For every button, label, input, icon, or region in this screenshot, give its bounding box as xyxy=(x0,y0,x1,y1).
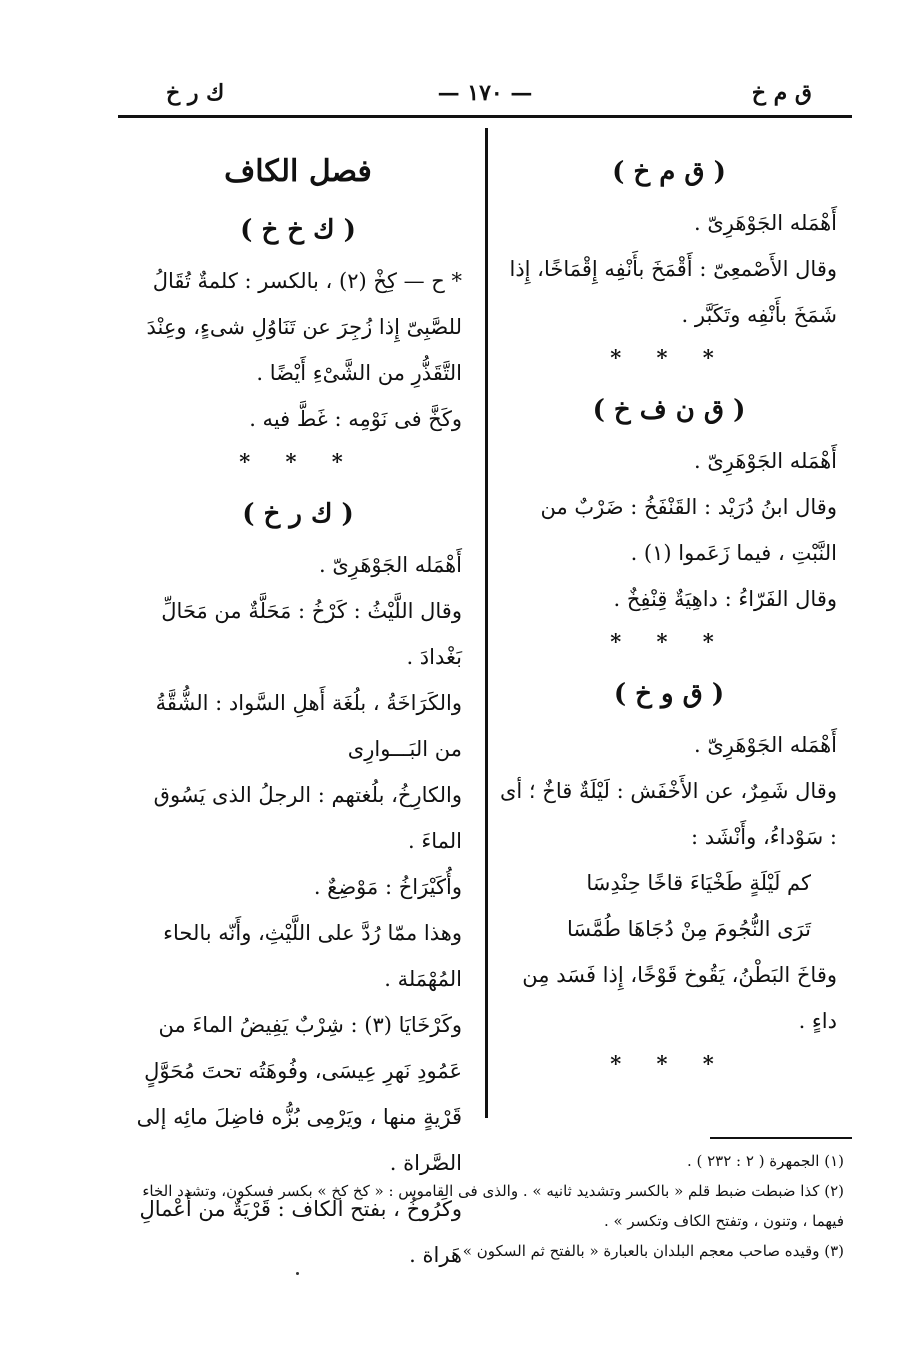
entry-title-kkhkh: ( ك خ خ ) xyxy=(240,215,356,245)
entry-text: وقال ابنُ دُرَيْد : القَنْفَخُ : ضَرْبٌ من النَّبْتِ ، فيما زَعَموا (١) . xyxy=(540,495,837,565)
footnote-rule xyxy=(710,1137,852,1139)
entry-text: أَهْمَله الجَوْهَرِىّ . xyxy=(693,449,837,473)
section-stars: * * * xyxy=(610,629,728,654)
entry-text: والكارِخُ، بلُغتهم : الرجلُ الذى يَسُوق الماءَ . xyxy=(153,783,462,853)
entry-text: وكَرُوخُ ، بفتح الكاف : قَرْيَةٌ من أَعْمالِ هَراة . xyxy=(139,1197,462,1267)
column-divider xyxy=(485,128,488,1118)
entry-text: وقاخَ البَطْنُ، يَقُوخ قَوْخًا، إِذا فَسَد مِن داءٍ . xyxy=(522,963,837,1033)
entry-title-qmkh: ( ق م خ ) xyxy=(612,157,726,187)
entry-title-qnfkh: ( ق ن ف خ ) xyxy=(592,395,746,425)
left-column xyxy=(130,140,466,1278)
verse-line: تَرَى النُّجُومَ مِنْ دُجَاهَا طُمَّسَا xyxy=(567,917,811,941)
header-root-right: ق م خ xyxy=(751,80,812,106)
right-column xyxy=(497,140,841,1084)
entry-title-qwkh: ( ق و خ ) xyxy=(613,679,725,709)
chapter-title: فصل الكاف xyxy=(224,154,372,189)
entry-text: وهذا ممّا رُدَّ على اللَّيْثِ، وأَنّه بالحاء المُهْمَلة . xyxy=(163,921,462,991)
entry-text: وكَخَّ فى نَوْمِه : غَطَّ فيه . xyxy=(249,407,462,431)
entry-text: وقال اللَّيْثُ : كَرْخُ : مَحَلَّةٌ من مَحَالِّ بَغْدادَ . xyxy=(161,599,462,669)
entry-text: وقال الفَرّاءُ : داهِيَةٌ قِنْفِخٌ . xyxy=(613,587,837,611)
entry-text: أَهْمَله الجَوْهَرِىّ . xyxy=(693,733,837,757)
section-stars: * * * xyxy=(610,345,728,370)
entry-text: وقال الأَصْمعِىّ : أَقْمَخَ بأَنْفِه إِقْمَاخًا، إِذا شَمَخَ بأَنْفِه وتَكَبَّر . xyxy=(509,257,837,327)
entry-text: أَهْمَله الجَوْهَرِىّ . xyxy=(693,211,837,235)
entry-text: وكَرْخَايَا (٣) : شِرْبٌ يَفِيضُ الماءَ من عَمُودِ نَهرِ عِيسَى، وفُوهَتُه تحتَ مُحَوَّلٍ قَرْيةٍ منها ، ويَرْمِى بُزُّه فاضِلَ مائِه إلى الصَّراة . xyxy=(136,1013,462,1175)
verse-line: كم لَيْلَةٍ طَخْيَاءَ قاخًا حِنْدِسَا xyxy=(586,871,811,895)
print-speck xyxy=(296,1272,299,1275)
entry-text: وقال شَمِرٌ، عن الأَخْفَش : لَيْلَةٌ قاخٌ ؛ أى : سَوْداءُ، وأَنْشَد : xyxy=(499,779,837,849)
running-header xyxy=(118,80,852,112)
entry-text: وأُكَيْرَاخُ : مَوْضِعٌ . xyxy=(313,875,462,899)
entry-text: والكَرَاخَةُ ، بلُغَة أَهلِ السَّواد : الشُّقَّةُ من البَـــوارِى xyxy=(155,691,462,761)
footnotes xyxy=(126,1146,844,1266)
entry-title-krkh: ( ك ر خ ) xyxy=(242,499,354,529)
section-stars: * * * xyxy=(610,1051,728,1076)
page-number: — ١٧٠ — xyxy=(437,80,533,106)
footnote-1: (١) الجمهرة ( ٢ : ٢٣٢ ) . xyxy=(686,1152,844,1170)
entry-text: * ح — كِخْ (٢) ، بالكسر : كلمةٌ تُقَالُ للصَّبِىّ إِذا زُجِرَ عن تَنَاوُلِ شىءٍ، وعِنْدَ التَّقَذُّرِ من الشَّىْءِ أَيْضًا . xyxy=(146,269,462,385)
entry-text: أَهْمَله الجَوْهَرِىّ . xyxy=(318,553,462,577)
section-stars: * * * xyxy=(239,449,357,474)
header-root-left: ك ر خ xyxy=(166,80,225,106)
footnote-2: (٢) كذا ضبطت ضبط قلم « بالكسر وتشديد ثانيه » . والذى فى القاموس : « كخ كخ » بكسر فسكون، وتشدد الخاء فيهما ، وتنون ، وتفتح الكاف وتكسر » . xyxy=(142,1182,844,1230)
footnote-3: (٣) وقيده صاحب معجم البلدان بالعبارة « بالفتح ثم السكون » . xyxy=(453,1242,844,1260)
header-rule xyxy=(118,115,852,118)
